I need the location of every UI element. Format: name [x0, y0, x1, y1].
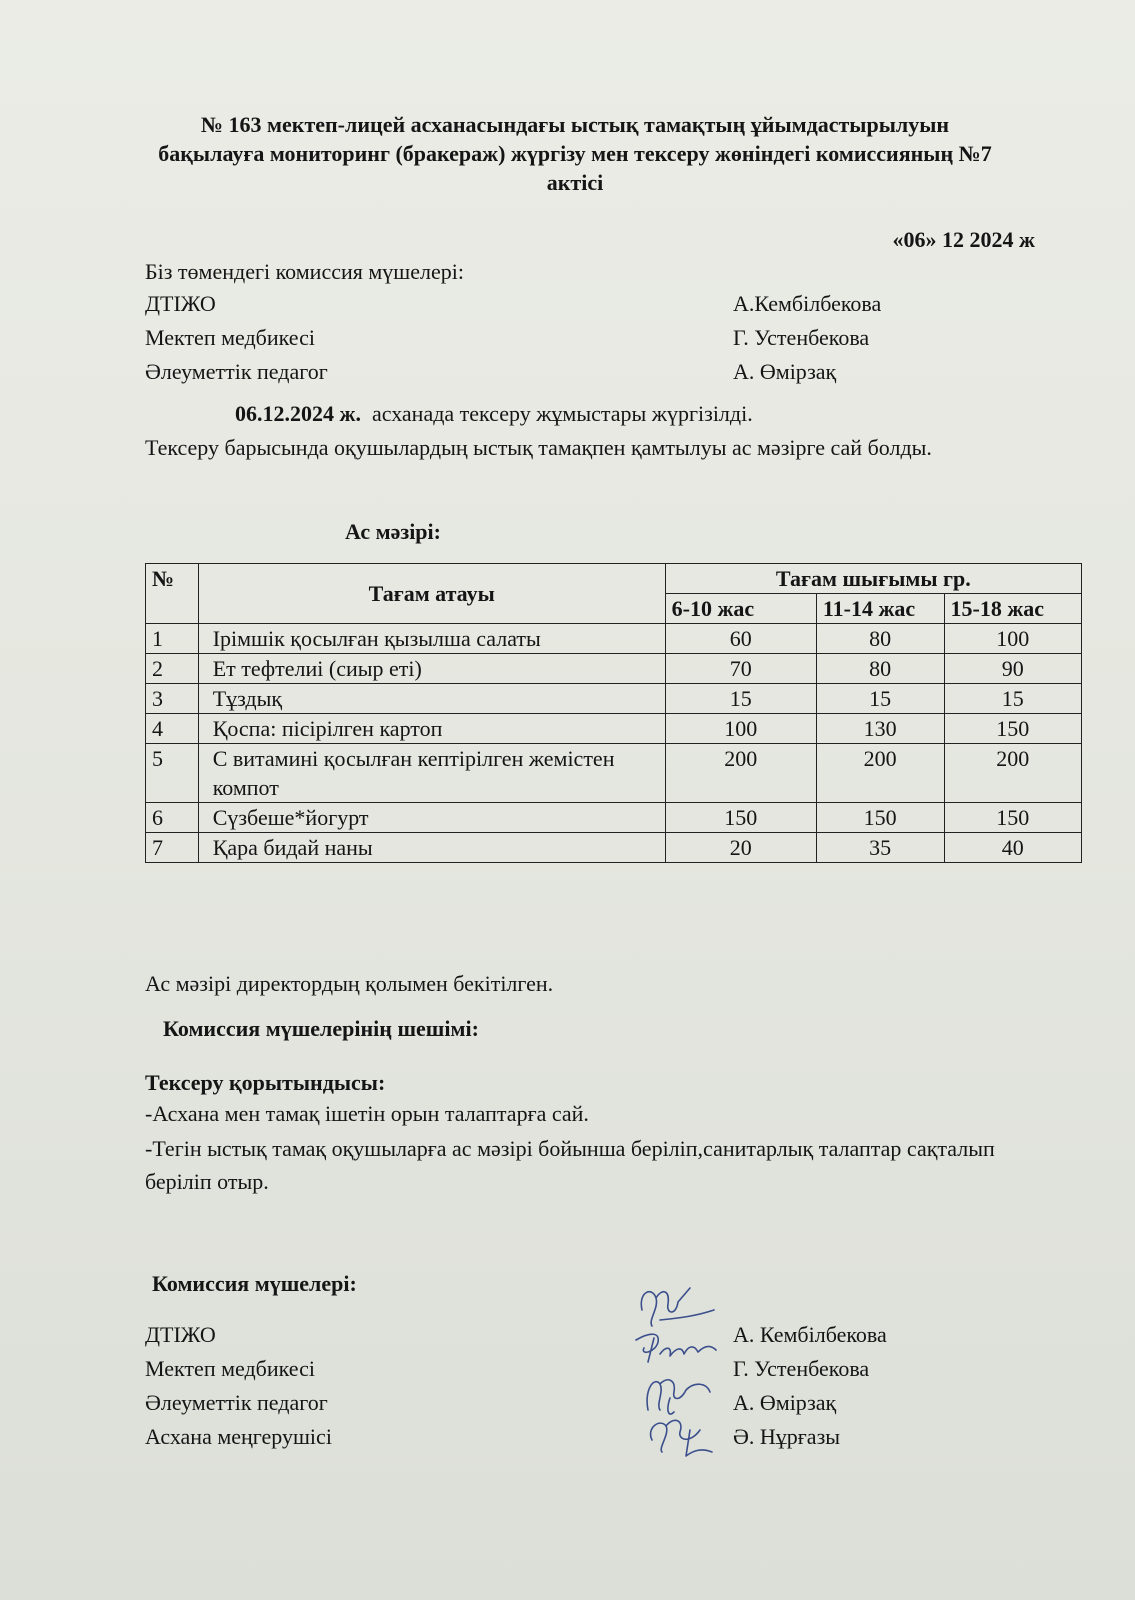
result-heading: Тексеру қорытындысы:: [145, 1070, 386, 1095]
bottom-role-4: Асхана меңгерушісі: [145, 1424, 332, 1449]
row-number: 3: [146, 684, 199, 714]
portion-6-10: 70: [665, 654, 816, 684]
portion-15-18: 40: [944, 833, 1082, 863]
row-number: 2: [146, 654, 199, 684]
dish-name: Ет тефтелиі (сиыр еті): [198, 654, 665, 684]
dish-name: Сүзбеше*йогурт: [198, 803, 665, 833]
dish-name: Тұздық: [198, 684, 665, 714]
table-row: [146, 624, 1082, 654]
portion-15-18: 200: [944, 744, 1082, 803]
bottom-name-4: Ә. Нұрғазы: [733, 1424, 841, 1449]
inspection-text: асханада тексеру жұмыстары жүргізілді.: [371, 401, 753, 426]
portion-11-14: 150: [816, 803, 944, 833]
age-header-3: 15-18 жас: [944, 594, 1082, 624]
decision-heading: Комиссия мүшелерінің шешімі:: [163, 1016, 479, 1041]
table-row: [146, 803, 1082, 833]
portion-15-18: 150: [944, 714, 1082, 744]
menu-table: [145, 563, 1082, 863]
member-role-3: Әлеуметтік педагог: [145, 359, 328, 384]
inspection-line: [235, 400, 753, 427]
portion-15-18: 90: [944, 654, 1082, 684]
portion-15-18: 100: [944, 624, 1082, 654]
portion-11-14: 130: [816, 714, 944, 744]
bottom-role-1: ДТІЖО: [145, 1322, 216, 1347]
bottom-name-3: А. Өмірзақ: [733, 1390, 837, 1415]
member-role-2: Мектеп медбикесі: [145, 325, 315, 350]
portion-15-18: 15: [944, 684, 1082, 714]
table-row: [146, 654, 1082, 684]
table-row: [146, 714, 1082, 744]
member-name-1: А.Кембілбекова: [733, 291, 882, 316]
bottom-name-1: А. Кембілбекова: [733, 1322, 887, 1347]
portion-11-14: 35: [816, 833, 944, 863]
signature-3: [647, 1380, 710, 1414]
result-item-2: -Тегін ыстық тамақ оқушыларға ас мәзірі бойынша беріліп,санитарлық талаптар сақталып беріліп отыр.: [145, 1136, 995, 1194]
member-role-1: ДТІЖО: [145, 291, 216, 316]
portion-6-10: 100: [665, 714, 816, 744]
result-paragraph: Тексеру барысында оқушылардың ыстық тамақпен қамтылуы ас мәзірге сай болды.: [145, 435, 932, 460]
menu-heading: Ас мәзірі:: [345, 519, 441, 544]
table-row: [146, 744, 1082, 803]
bottom-role-2: Мектеп медбикесі: [145, 1356, 315, 1381]
portion-11-14: 200: [816, 744, 944, 803]
dish-name: Ірімшік қосылған қызылша салаты: [198, 624, 665, 654]
bottom-role-3: Әлеуметтік педагог: [145, 1390, 328, 1415]
portion-6-10: 150: [665, 803, 816, 833]
member-name-3: А. Өмірзақ: [733, 359, 837, 384]
approved-text: Ас мәзірі директордың қолымен бекітілген.: [145, 971, 554, 996]
bottom-name-2: Г. Устенбекова: [733, 1356, 870, 1381]
signature-1: [641, 1288, 714, 1326]
portion-6-10: 20: [665, 833, 816, 863]
row-number: 4: [146, 714, 199, 744]
intro-text: Біз төмендегі комиссия мүшелері:: [145, 259, 464, 284]
portion-11-14: 80: [816, 654, 944, 684]
table-row: [146, 684, 1082, 714]
signature-2: [636, 1334, 716, 1362]
inspection-date: 06.12.2024 ж.: [235, 401, 361, 426]
col-output-header: Тағам шығымы гр.: [665, 564, 1081, 594]
row-number: 7: [146, 833, 199, 863]
row-number: 6: [146, 803, 199, 833]
portion-6-10: 15: [665, 684, 816, 714]
signatures: [630, 1280, 720, 1460]
portion-11-14: 80: [816, 624, 944, 654]
row-number: 1: [146, 624, 199, 654]
col-number-header: №: [146, 564, 199, 624]
members-heading: Комиссия мүшелері:: [152, 1271, 357, 1296]
dish-name: С витамині қосылған кептірілген жемістен компот: [198, 744, 665, 803]
member-name-2: Г. Устенбекова: [733, 325, 870, 350]
document-date: «06» 12 2024 ж: [892, 227, 1035, 252]
age-header-2: 11-14 жас: [816, 594, 944, 624]
col-name-header: Тағам атауы: [198, 564, 665, 624]
table-row: [146, 833, 1082, 863]
document-title: № 163 мектеп-лицей асханасындағы ыстық тамақтың ұйымдастырылуын бақылауға мониторинг (бракераж) жүргізу мен тексеру жөніндегі комиссияның №7 актісі: [158, 112, 992, 195]
signature-4: [651, 1420, 712, 1456]
portion-6-10: 60: [665, 624, 816, 654]
age-header-1: 6-10 жас: [665, 594, 816, 624]
result-item-1: -Асхана мен тамақ ішетін орын талаптарға сай.: [145, 1101, 589, 1126]
dish-name: Қоспа: пісірілген картоп: [198, 714, 665, 744]
row-number: 5: [146, 744, 199, 803]
portion-11-14: 15: [816, 684, 944, 714]
portion-6-10: 200: [665, 744, 816, 803]
table-header-row: [146, 564, 1082, 594]
dish-name: Қара бидай наны: [198, 833, 665, 863]
portion-15-18: 150: [944, 803, 1082, 833]
